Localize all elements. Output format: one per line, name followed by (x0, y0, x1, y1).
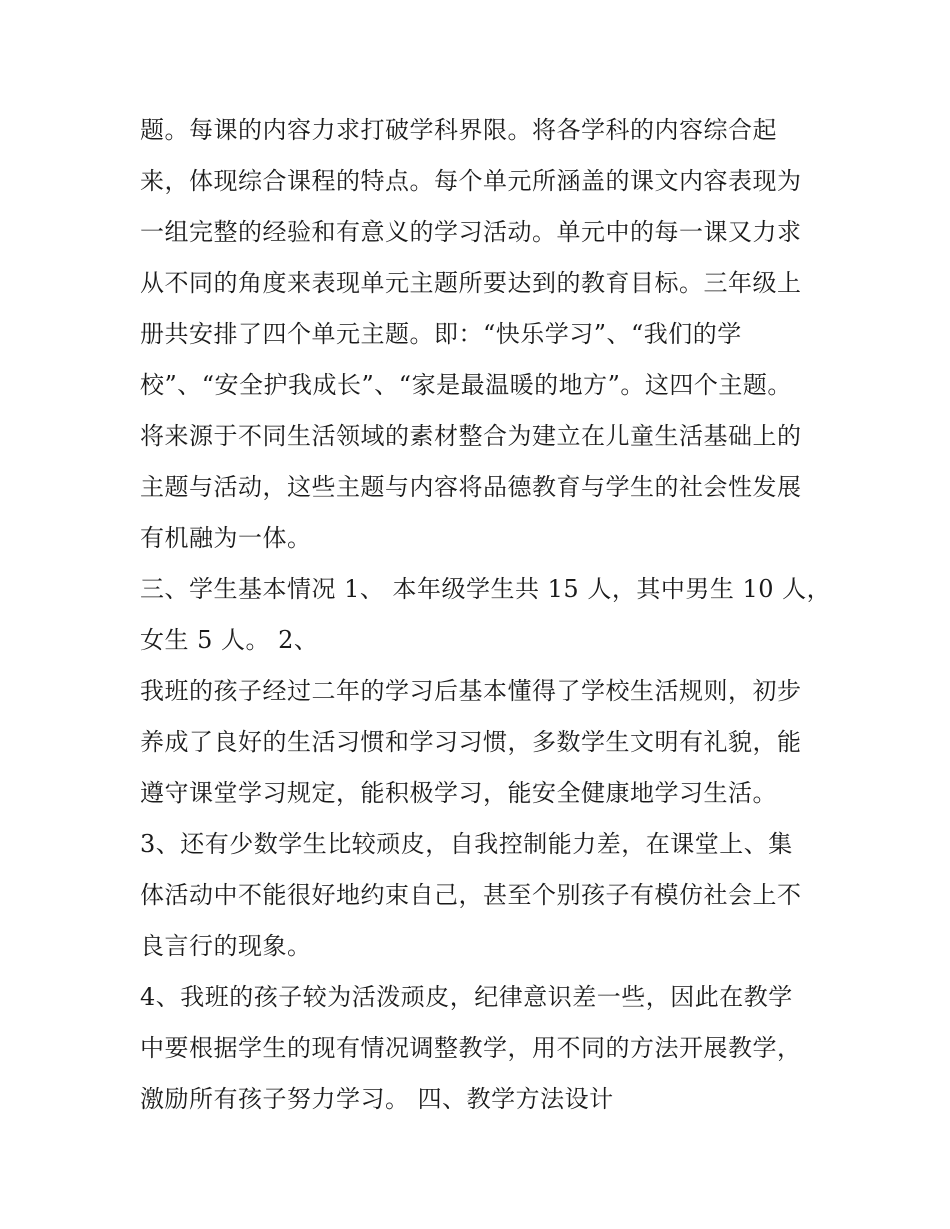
text-line: 题。每课的内容力求打破学科界限。将各学科的内容综合起 (140, 116, 777, 144)
text-line: 将来源于不同生活领域的素材整合为建立在儿童生活基础上的 (140, 422, 802, 450)
text-line: 我班的孩子经过二年的学习后基本懂得了学校生活规则，初步 (140, 677, 802, 705)
section-heading-line: 激励所有孩子努力学习。 四、教学方法设计 (140, 1085, 614, 1113)
section-heading-line: 三、学生基本情况 1、 本年级学生共 15 人，其中男生 10 人， (140, 575, 832, 603)
text-line: 女生 5 人。 2、 (140, 626, 319, 654)
text-line: 册共安排了四个单元主题。即：“快乐学习”、“我们的学 (140, 320, 742, 348)
text-line: 3、还有少数学生比较顽皮，自我控制能力差，在课堂上、集 (140, 830, 793, 858)
text-line: 一组完整的经验和有意义的学习活动。单元中的每一课又力求 (140, 218, 802, 246)
text-line: 中要根据学生的现有情况调整教学，用不同的方法开展教学， (140, 1034, 802, 1062)
text-line: 遵守课堂学习规定，能积极学习，能安全健康地学习生活。 (140, 779, 777, 807)
body-text (140, 105, 830, 1125)
text-line: 体活动中不能很好地约束自己，甚至个别孩子有模仿社会上不 (140, 881, 802, 909)
text-line: 主题与活动，这些主题与内容将品德教育与学生的社会性发展 (140, 473, 802, 501)
text-line: 来，体现综合课程的特点。每个单元所涵盖的课文内容表现为 (140, 167, 802, 195)
text-line: 良言行的现象。 (140, 932, 312, 960)
text-line: 有机融为一体。 (140, 524, 312, 552)
text-line: 养成了良好的生活习惯和学习习惯，多数学生文明有礼貌，能 (140, 728, 802, 756)
text-line: 校”、“安全护我成长”、“家是最温暖的地方”。这四个主题。 (140, 371, 792, 399)
text-line: 4、我班的孩子较为活泼顽皮，纪律意识差一些，因此在教学 (140, 983, 793, 1011)
text-line: 从不同的角度来表现单元主题所要达到的教育目标。三年级上 (140, 269, 802, 297)
